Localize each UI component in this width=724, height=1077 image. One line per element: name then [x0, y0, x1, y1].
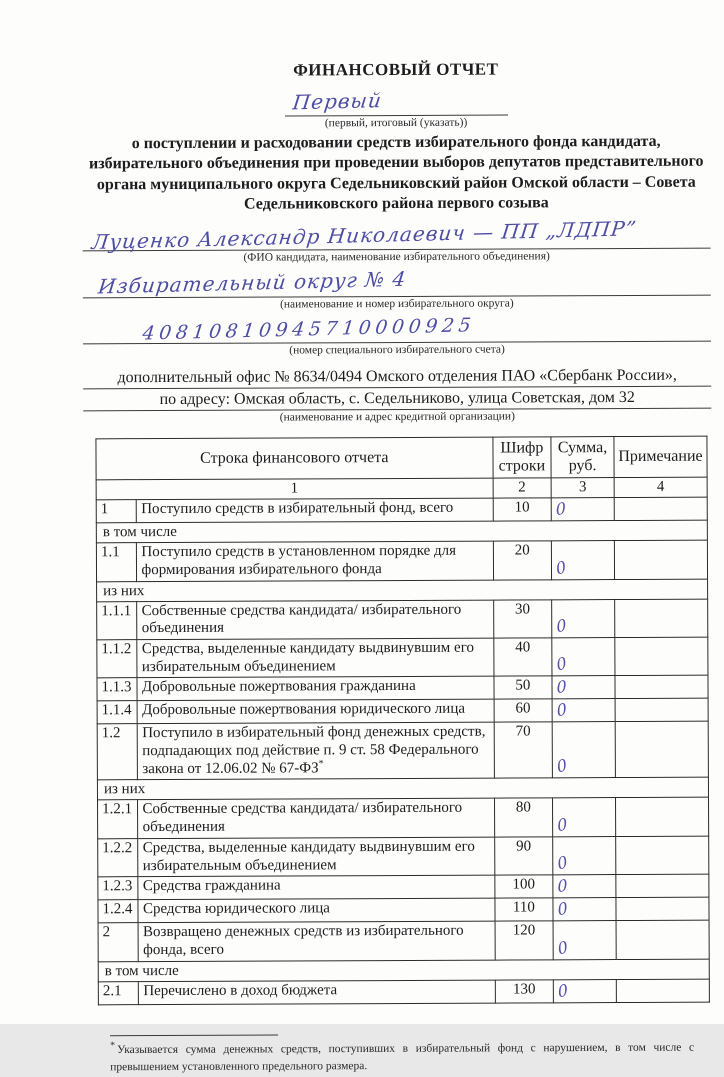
row-code: 130 — [495, 979, 554, 1002]
document-content — [82, 59, 714, 1077]
footnote-reference-asterisk: * — [318, 758, 324, 770]
row-note-cell — [615, 599, 708, 638]
table-row — [98, 979, 709, 1005]
section-label: в том числе — [96, 520, 707, 543]
row-note-cell — [616, 836, 709, 875]
row-number: 1.2.4 — [98, 900, 139, 923]
row-note-cell — [616, 979, 709, 1002]
row-label — [137, 498, 493, 523]
row-label — [137, 638, 493, 678]
row-label-text: Поступило средств в установленном порядке для формирования избирательного фонда — [141, 542, 457, 579]
row-number: 1.2.3 — [98, 877, 139, 900]
row-code: 70 — [494, 722, 553, 778]
handwritten-sum-value: 0 — [554, 556, 569, 579]
row-code: 50 — [494, 676, 553, 699]
row-label-text: Добровольные пожертвования юридического лица — [142, 701, 466, 719]
table-row — [98, 798, 709, 839]
row-note-cell — [615, 637, 708, 676]
table-row — [96, 497, 707, 523]
row-label — [138, 837, 494, 877]
row-note-cell — [615, 798, 708, 837]
header-report-line: Строка финансового отчета — [96, 437, 493, 480]
row-number: 2 — [98, 923, 139, 962]
row-label-text: Перечислено в доход бюджета — [143, 981, 338, 999]
table-row — [98, 920, 709, 961]
row-sum-cell — [552, 638, 615, 677]
row-label — [137, 676, 493, 701]
row-sum-cell — [553, 921, 616, 960]
row-code: 80 — [494, 798, 553, 837]
header-sum: Сумма, руб. — [551, 437, 614, 478]
footnote-marker: * — [110, 1039, 116, 1051]
row-code: 60 — [494, 699, 553, 722]
footnote-body: Указывается сумма денежных средств, поступивших в избирательный фонд с нарушением, в том числе с превышением установленного предельного размера. — [110, 1041, 695, 1074]
row-note-cell — [615, 722, 708, 778]
table-row — [97, 722, 708, 781]
row-number: 1.1.4 — [97, 701, 138, 724]
district-field — [83, 266, 711, 299]
row-number: 1 — [96, 500, 137, 523]
handwritten-sum-value: 0 — [555, 852, 570, 874]
row-label — [138, 722, 494, 780]
row-label-text: Возвращено денежных средств из избирательного фонда, всего — [143, 922, 464, 958]
row-note-cell — [614, 497, 707, 520]
document-title: ФИНАНСОВЫЙ ОТЧЕТ — [293, 59, 499, 80]
account-field — [83, 314, 711, 345]
row-sum-cell — [553, 798, 616, 837]
table-row — [97, 676, 708, 702]
row-sum-cell — [553, 898, 616, 921]
handwritten-sum-value: 0 — [556, 979, 570, 1002]
row-sum-cell — [552, 541, 615, 580]
handwritten-sum-value: 0 — [556, 875, 569, 897]
table-row — [98, 897, 709, 923]
section-label: из них — [97, 579, 708, 602]
row-label — [137, 600, 493, 640]
handwritten-sum-value: 0 — [555, 755, 570, 778]
row-label-text: Средства, выделенные кандидату выдвинувшим его избирательным объединением — [141, 639, 475, 675]
column-number: 1 — [96, 478, 493, 500]
row-number: 1.1 — [96, 543, 137, 582]
row-number: 1.1.2 — [97, 640, 138, 679]
row-code: 110 — [494, 898, 553, 921]
table-row — [98, 874, 709, 900]
row-code: 30 — [493, 599, 552, 638]
financial-report-table — [95, 436, 709, 1005]
bank-address-line: по адресу: Омская область, с. Седельниково, улица Советская, дом 32 — [83, 387, 711, 412]
row-note-cell — [616, 874, 709, 897]
column-number: 2 — [493, 478, 552, 498]
table-section-row — [96, 520, 707, 543]
table-row — [97, 637, 708, 678]
bank-caption: (наименование и адрес кредитной организации) — [279, 410, 515, 424]
row-number: 1.1.3 — [97, 678, 138, 701]
row-code: 20 — [493, 541, 552, 580]
table-row — [96, 540, 707, 581]
column-number: 4 — [614, 477, 707, 497]
handwritten-sum-value: 0 — [556, 813, 569, 836]
header-note: Примечание — [614, 436, 707, 477]
row-number: 1.2.2 — [98, 838, 139, 877]
row-label — [138, 699, 494, 724]
row-code: 120 — [495, 921, 554, 960]
row-label — [138, 898, 494, 923]
handwritten-sum-value: 0 — [556, 936, 570, 959]
row-label-text: Средства, выделенные кандидату выдвинувшим его избирательным объединением — [142, 838, 475, 874]
handwritten-sum-value: 0 — [554, 653, 569, 676]
row-note-cell — [616, 897, 709, 920]
candidate-field — [83, 216, 711, 255]
row-label — [137, 541, 493, 581]
report-type-field — [284, 90, 507, 117]
row-label-text: Собственные средства кандидата/ избирательного объединения — [142, 800, 463, 836]
row-sum-cell — [553, 836, 616, 875]
row-code: 40 — [493, 638, 552, 677]
row-sum-cell — [552, 676, 615, 699]
row-sum-cell — [552, 722, 615, 778]
row-sum-cell — [552, 699, 615, 722]
district-handwritten-value: Избирательный округ № 4 — [96, 266, 408, 299]
handwritten-sum-value: 0 — [555, 615, 568, 637]
row-label — [138, 799, 494, 839]
column-number: 3 — [551, 478, 614, 498]
table-section-row — [98, 959, 709, 982]
bank-name-line: дополнительный офис № 8634/0494 Омского отделения ПАО «Сбербанк России», — [83, 365, 711, 390]
row-number: 1.2.1 — [98, 800, 139, 839]
report-type-handwritten-value: Первый — [290, 88, 383, 115]
header-code: Шифр строки — [492, 437, 551, 478]
report-table-body — [96, 497, 709, 1004]
district-caption: (наименование и номер избирательного округа) — [280, 297, 514, 311]
row-sum-cell — [551, 498, 614, 521]
row-label-text: Поступило в избирательный фонд денежных средств, подпадающих под действие п. 9 ст. 58 Федерального закона от 12.06.02 № 67-ФЗ — [142, 723, 486, 777]
footnote — [110, 1032, 694, 1077]
handwritten-sum-value: 0 — [556, 898, 570, 920]
table-header-row — [96, 436, 707, 480]
account-handwritten-value: 40810810945710000925 — [141, 314, 477, 345]
row-sum-cell — [553, 875, 616, 898]
footnote-separator — [110, 1034, 278, 1036]
candidate-handwritten-value: Луценко Александр Николаевич — ПП „ЛДПР” — [90, 216, 639, 255]
row-note-cell — [615, 699, 708, 722]
row-number: 1.2 — [97, 724, 138, 780]
row-note-cell — [616, 920, 709, 959]
handwritten-sum-value: 0 — [555, 699, 569, 721]
row-code: 100 — [494, 875, 553, 898]
candidate-caption: (ФИО кандидата, наименование избирательного объединения) — [243, 250, 550, 264]
row-sum-cell — [553, 979, 616, 1002]
row-label-text: Собственные средства кандидата/ избирательного объединения — [141, 601, 462, 637]
handwritten-sum-value: 0 — [555, 498, 567, 520]
document-subtitle: о поступлении и расходовании средств избирательного фонда кандидата, избирательного объединения при проведении выборов депутатов представительного органа муниципального округа Седельниковский район Омской области – Совета Седельниковского района первого созыва — [88, 132, 704, 213]
footnote-text — [110, 1035, 694, 1077]
row-number: 2.1 — [98, 981, 139, 1004]
row-label — [138, 875, 494, 900]
column-numbers-row — [96, 477, 707, 500]
row-note-cell — [615, 676, 708, 699]
row-label-text: Средства юридического лица — [142, 900, 330, 918]
account-caption: (номер специального избирательного счета) — [289, 343, 505, 357]
row-label — [138, 921, 494, 961]
table-row — [98, 836, 709, 877]
handwritten-sum-value: 0 — [556, 676, 568, 698]
row-number: 1.1.1 — [97, 601, 138, 640]
row-label-text: Средства гражданина — [142, 877, 281, 895]
row-note-cell — [614, 540, 707, 579]
table-row — [97, 699, 708, 725]
table-section-row — [97, 579, 708, 602]
row-code: 10 — [493, 498, 552, 521]
table-row — [97, 599, 708, 640]
row-label — [139, 980, 495, 1005]
table-section-row — [97, 778, 708, 801]
row-sum-cell — [552, 599, 615, 638]
section-label: в том числе — [98, 959, 709, 982]
section-label: из них — [97, 778, 708, 801]
row-code: 90 — [494, 837, 553, 876]
report-type-caption: (первый, итоговый (указать)) — [324, 116, 468, 130]
row-label-text: Добровольные пожертвования гражданина — [141, 678, 416, 696]
row-label-text: Поступило средств в избирательный фонд, всего — [141, 500, 454, 518]
